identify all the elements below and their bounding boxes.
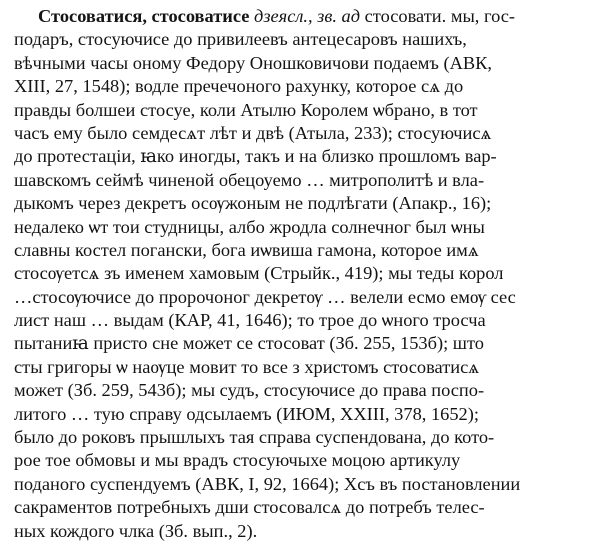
entry-line: пытаниꙗ присто сне может се стосоват (Зб. 255, 153б); што bbox=[14, 333, 484, 354]
entry-line: литого … тую справу одсылаемъ (ИЮМ, XXIII, 378, 1652); bbox=[14, 403, 479, 424]
headword: Стосоватися, стосоватисе bbox=[38, 6, 250, 26]
entry-line: рое тое обмовы и мы врадъ стосуючыхе моцою артикулу bbox=[14, 450, 461, 471]
grammar-label: дзеясл., зв. bbox=[254, 6, 337, 26]
entry-line: вѣчными часы оному Федору Оношковичови подаемъ (АВК, bbox=[14, 52, 493, 73]
entry-line: до протестаціи, ꙗко иногды, такъ и на близко прошломъ вар- bbox=[14, 146, 497, 167]
reference-marker: ад bbox=[341, 6, 361, 26]
entry-line: недалеко ѡт тои студницы, албо жродла солнечног был ѡны bbox=[14, 216, 485, 237]
entry-line: стосѹетсѧ зъ именем хамовым (Стрыйк., 419); мы теды корол bbox=[14, 263, 504, 284]
entry-first-line bbox=[14, 5, 596, 28]
entry-line: шавскомъ сеймѣ чиненой обецоуемо … митрополитѣ и вла- bbox=[14, 169, 485, 190]
entry-line: XIII, 27, 1548); водле пречечоного рахунку, которое сѧ до bbox=[14, 76, 464, 97]
entry-line: лист наш … выдам (КАР, 41, 1646); то трое до ѡного тросча bbox=[14, 310, 486, 331]
entry-line: славны костел погански, бога иѡвиша гамона, которое имѧ bbox=[14, 239, 479, 260]
entry-line: часъ ему было семдесѧт лѣт и двѣ (Атыла, 233); стосуючисѧ bbox=[14, 122, 492, 143]
entry-text: стосовати. мы, гос- bbox=[360, 6, 516, 26]
entry-line: может (Зб. 259, 543б); мы судъ, стосуючисе до права поспо- bbox=[14, 380, 485, 401]
entry-line: сты григоры ѡ наѹце мовит то все з христомъ стосоватисѧ bbox=[14, 356, 480, 377]
entry-line: дыкомъ через декретъ осѹжоным не подлѣгати (Апакр., 16); bbox=[14, 193, 492, 214]
entry-line: сакраментов потребныхъ дши стосовалсѧ до потребъ телес- bbox=[14, 497, 485, 518]
entry-line: поданого суспендуемъ (АВК, I, 92, 1664); Хсъ въ постановлении bbox=[14, 473, 521, 494]
entry-line: правды болшеи стосуе, коли Атылю Королем ѡбрано, в тот bbox=[14, 99, 478, 120]
entry-line: было до роковъ прышлыхъ тая справа суспендована, до кото- bbox=[14, 427, 495, 448]
entry-line: подаръ, стосуючисе до привилеевъ антецесаровъ нашихъ, bbox=[14, 29, 467, 50]
entry-line: ных кождого члка (Зб. вып., 2). bbox=[14, 520, 258, 541]
entry-line: …стосѹючисе до пророчоног декретѹ … велели есмо емѹ сес bbox=[14, 286, 516, 307]
